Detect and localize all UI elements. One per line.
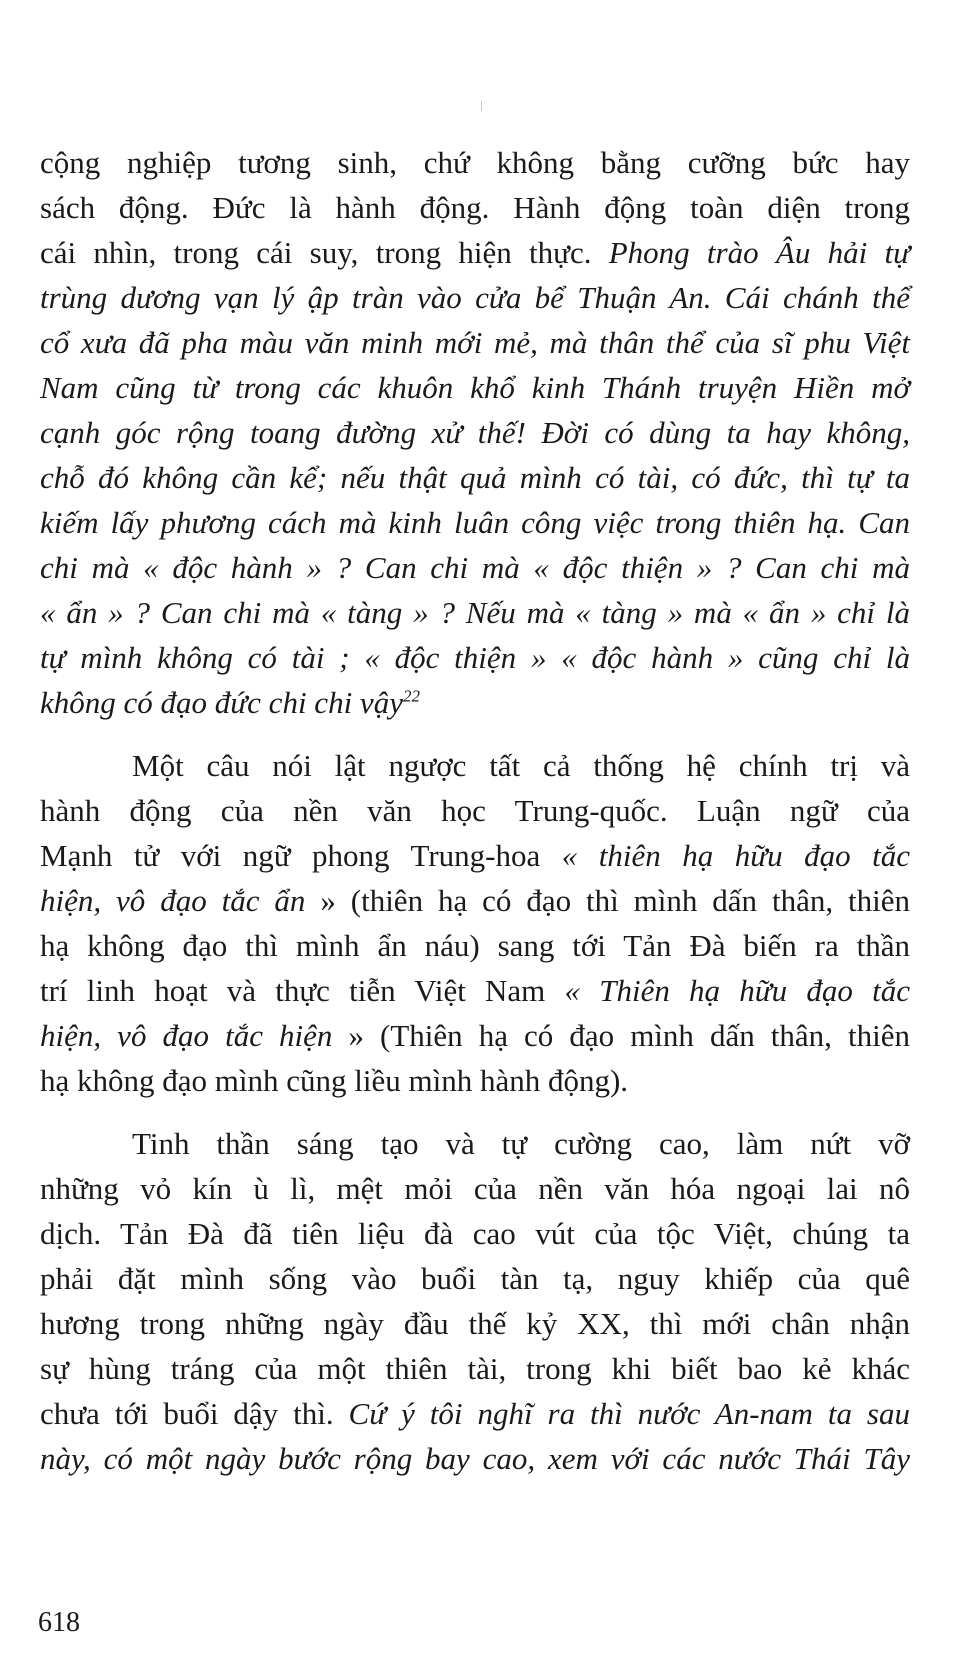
text-run: » (Thiên hạ có đạo mình dấn thân, thiên <box>332 1018 910 1053</box>
text-line: hạ không đạo mình cũng liều mình hành động). <box>40 1063 629 1098</box>
scan-mark <box>481 101 482 111</box>
text-line: cổ xưa đã pha màu văn minh mới mẻ, mà thân thể của sĩ phu Việt <box>40 325 910 360</box>
text-line: « ẩn » ? Can chi mà « tàng » ? Nếu mà « tàng » mà « ẩn » chỉ là <box>40 595 910 630</box>
text-line: tự mình không có tài ; « độc thiện » « độc hành » cũng chỉ là <box>40 640 910 675</box>
text-line: Một câu nói lật ngược tất cả thống hệ chính trị và <box>132 748 910 783</box>
text-run: trí linh hoạt và thực tiễn Việt Nam <box>40 973 565 1008</box>
text-run: » (thiên hạ có đạo thì mình dấn thân, thiên <box>305 883 910 918</box>
text-run: cái nhìn, trong cái suy, trong hiện thực. <box>40 235 609 270</box>
page-body <box>40 140 910 1481</box>
italic-run: hiện, vô đạo tắc ẩn <box>40 883 306 918</box>
italic-run: « thiên hạ hữu đạo tắc <box>561 838 910 873</box>
text-line <box>40 878 910 923</box>
text-line: chỗ đó không cần kể; nếu thật quả mình có tài, có đức, thì tự ta <box>40 460 910 495</box>
text-line: sách động. Đức là hành động. Hành động toàn diện trong <box>40 190 910 225</box>
text-line <box>40 1391 910 1436</box>
text-line <box>40 230 910 275</box>
text-line: sự hùng tráng của một thiên tài, trong khi biết bao kẻ khác <box>40 1351 910 1386</box>
italic-run: « Thiên hạ hữu đạo tắc <box>564 973 910 1008</box>
text-line <box>40 968 910 1013</box>
paragraph-gap <box>40 1103 910 1121</box>
footnote-marker: 22 <box>402 686 420 706</box>
text-line: trùng dương vạn lý ập tràn vào cửa bể Thuận An. Cái chánh thể <box>40 280 910 315</box>
text-line: hành động của nền văn học Trung-quốc. Luận ngữ của <box>40 793 910 828</box>
text-line: Tinh thần sáng tạo và tự cường cao, làm nứt vỡ <box>132 1126 910 1161</box>
text-line: cạnh góc rộng toang đường xử thế! Đời có dùng ta hay không, <box>40 415 910 450</box>
text-line: phải đặt mình sống vào buổi tàn tạ, nguy khiếp của quê <box>40 1261 910 1296</box>
text-line: kiếm lấy phương cách mà kinh luân công việc trong thiên hạ. Can <box>40 505 910 540</box>
text-line: dịch. Tản Đà đã tiên liệu đà cao vút của tộc Việt, chúng ta <box>40 1216 910 1251</box>
text-run: chưa tới buổi dậy thì. <box>40 1396 349 1431</box>
text-line: này, có một ngày bước rộng bay cao, xem với các nước Thái Tây <box>40 1441 910 1476</box>
text-line: Nam cũng từ trong các khuôn khổ kinh Thánh truyện Hiền mở <box>40 370 910 405</box>
text-line <box>40 680 910 725</box>
page-number: 618 <box>38 1607 80 1638</box>
paragraph-1 <box>40 140 910 725</box>
paragraph-gap <box>40 725 910 743</box>
italic-run: Phong trào Âu hải tự <box>608 235 910 270</box>
paragraph-3 <box>40 1121 910 1481</box>
text-line <box>40 1013 910 1058</box>
text-line: hạ không đạo thì mình ẩn náu) sang tới Tản Đà biến ra thần <box>40 928 910 963</box>
text-run: Mạnh tử với ngữ phong Trung-hoa <box>40 838 562 873</box>
text-line: chi mà « độc hành » ? Can chi mà « độc thiện » ? Can chi mà <box>40 550 910 585</box>
text-line: những vỏ kín ù lì, mệt mỏi của nền văn hóa ngoại lai nô <box>40 1171 910 1206</box>
text-line: cộng nghiệp tương sinh, chứ không bằng cưỡng bức hay <box>40 145 910 180</box>
text-run: không có đạo đức chi chi vậy <box>40 685 403 720</box>
text-line <box>40 833 910 878</box>
italic-run: Cứ ý tôi nghĩ ra thì nước An-nam ta sau <box>348 1396 910 1431</box>
paragraph-2 <box>40 743 910 1103</box>
italic-run: hiện, vô đạo tắc hiện <box>40 1018 333 1053</box>
text-line: hương trong những ngày đầu thế kỷ XX, thì mới chân nhận <box>40 1306 910 1341</box>
